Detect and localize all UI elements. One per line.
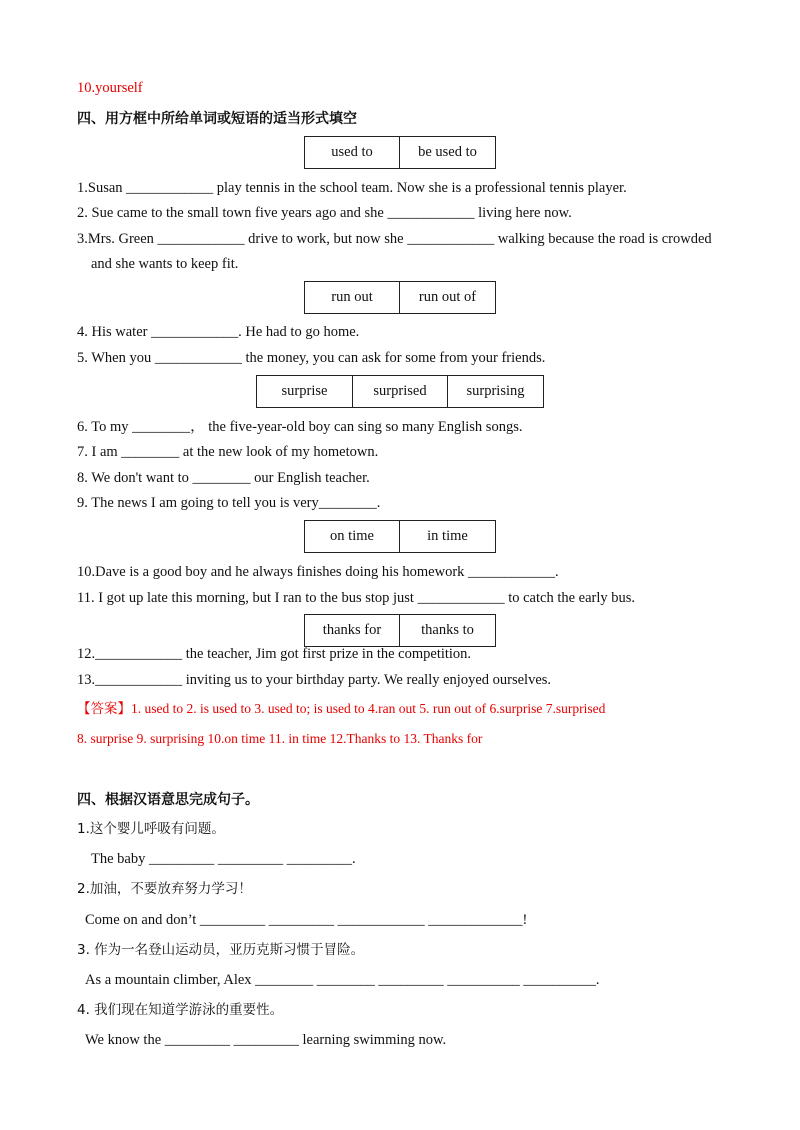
word-box-cell: surprising — [447, 376, 543, 407]
word-box-thanks — [304, 614, 496, 647]
question-9: 9. The news I am going to tell you is very________. — [77, 495, 381, 511]
word-box-cell: used to — [331, 144, 373, 160]
answer-key-line-2: 8. surprise 9. surprising 10.on time 11. in time 12.Thanks to 13. Thanks for — [77, 731, 483, 746]
word-box-cell: thanks to — [399, 615, 495, 646]
translation-3-chinese: 3. 作为一名登山运动员，亚历克斯习惯于冒险。 — [77, 942, 365, 958]
question-11: 11. I got up late this morning, but I ran to the bus stop just ____________ to catch the early bus. — [77, 590, 636, 606]
question-7: 7. I am ________ at the new look of my hometown. — [77, 444, 379, 460]
translation-3-english: As a mountain climber, Alex ________ ________ _________ __________ __________. — [85, 972, 600, 988]
word-box-cell: thanks for — [322, 622, 382, 638]
section-title-fill-in: 四、用方框中所给单词或短语的适当形式填空 — [77, 111, 357, 127]
translation-4-chinese: 4. 我们现在知道学游泳的重要性。 — [77, 1002, 284, 1018]
question-10: 10.Dave is a good boy and he always finishes doing his homework ____________. — [77, 564, 559, 580]
word-box-cell: surprised — [352, 376, 447, 407]
translation-2-chinese: 2.加油，不要放弃努力学习！ — [77, 881, 252, 897]
translation-1-english: The baby _________ _________ _________. — [91, 851, 356, 867]
word-box-used-to — [304, 136, 496, 169]
word-box-surprise — [256, 375, 544, 408]
word-box-time — [304, 520, 496, 553]
translation-4-english: We know the _________ _________ learning swimming now. — [85, 1032, 447, 1048]
section-title-translation: 四、根据汉语意思完成句子。 — [77, 792, 259, 808]
question-2: 2. Sue came to the small town five years ago and she ____________ living here now. — [77, 205, 572, 221]
word-box-cell: in time — [399, 521, 495, 552]
question-1: 1.Susan ____________ play tennis in the school team. Now she is a professional tennis player. — [77, 180, 627, 196]
previous-answer: 10.yourself — [77, 80, 143, 96]
question-12: 12.____________ the teacher, Jim got first prize in the competition. — [77, 646, 472, 662]
word-box-cell: surprise — [281, 383, 328, 399]
answer-key-line-1: 【答案】1. used to 2. is used to 3. used to; is used to 4.ran out 5. run out of 6.surprise 7.surprised — [77, 701, 606, 716]
question-13: 13.____________ inviting us to your birthday party. We really enjoyed ourselves. — [77, 672, 552, 688]
word-box-run-out — [304, 281, 496, 314]
word-box-cell: run out of — [399, 282, 495, 313]
word-box-cell: on time — [330, 528, 374, 544]
question-3: 3.Mrs. Green ____________ drive to work, but now she ____________ walking because the road is crowded — [77, 231, 712, 247]
translation-2-english: Come on and don’t _________ _________ ____________ _____________! — [85, 912, 528, 928]
question-3-continued: and she wants to keep fit. — [91, 256, 239, 272]
translation-1-chinese: 1.这个婴儿呼吸有问题。 — [77, 821, 225, 837]
question-4: 4. His water ____________. He had to go home. — [77, 324, 360, 340]
question-6: 6. To my ________， the five-year-old boy can sing so many English songs. — [77, 419, 523, 435]
word-box-cell: be used to — [399, 137, 495, 168]
question-8: 8. We don't want to ________ our English teacher. — [77, 470, 370, 486]
question-5: 5. When you ____________ the money, you can ask for some from your friends. — [77, 350, 546, 366]
word-box-cell: run out — [331, 289, 373, 305]
